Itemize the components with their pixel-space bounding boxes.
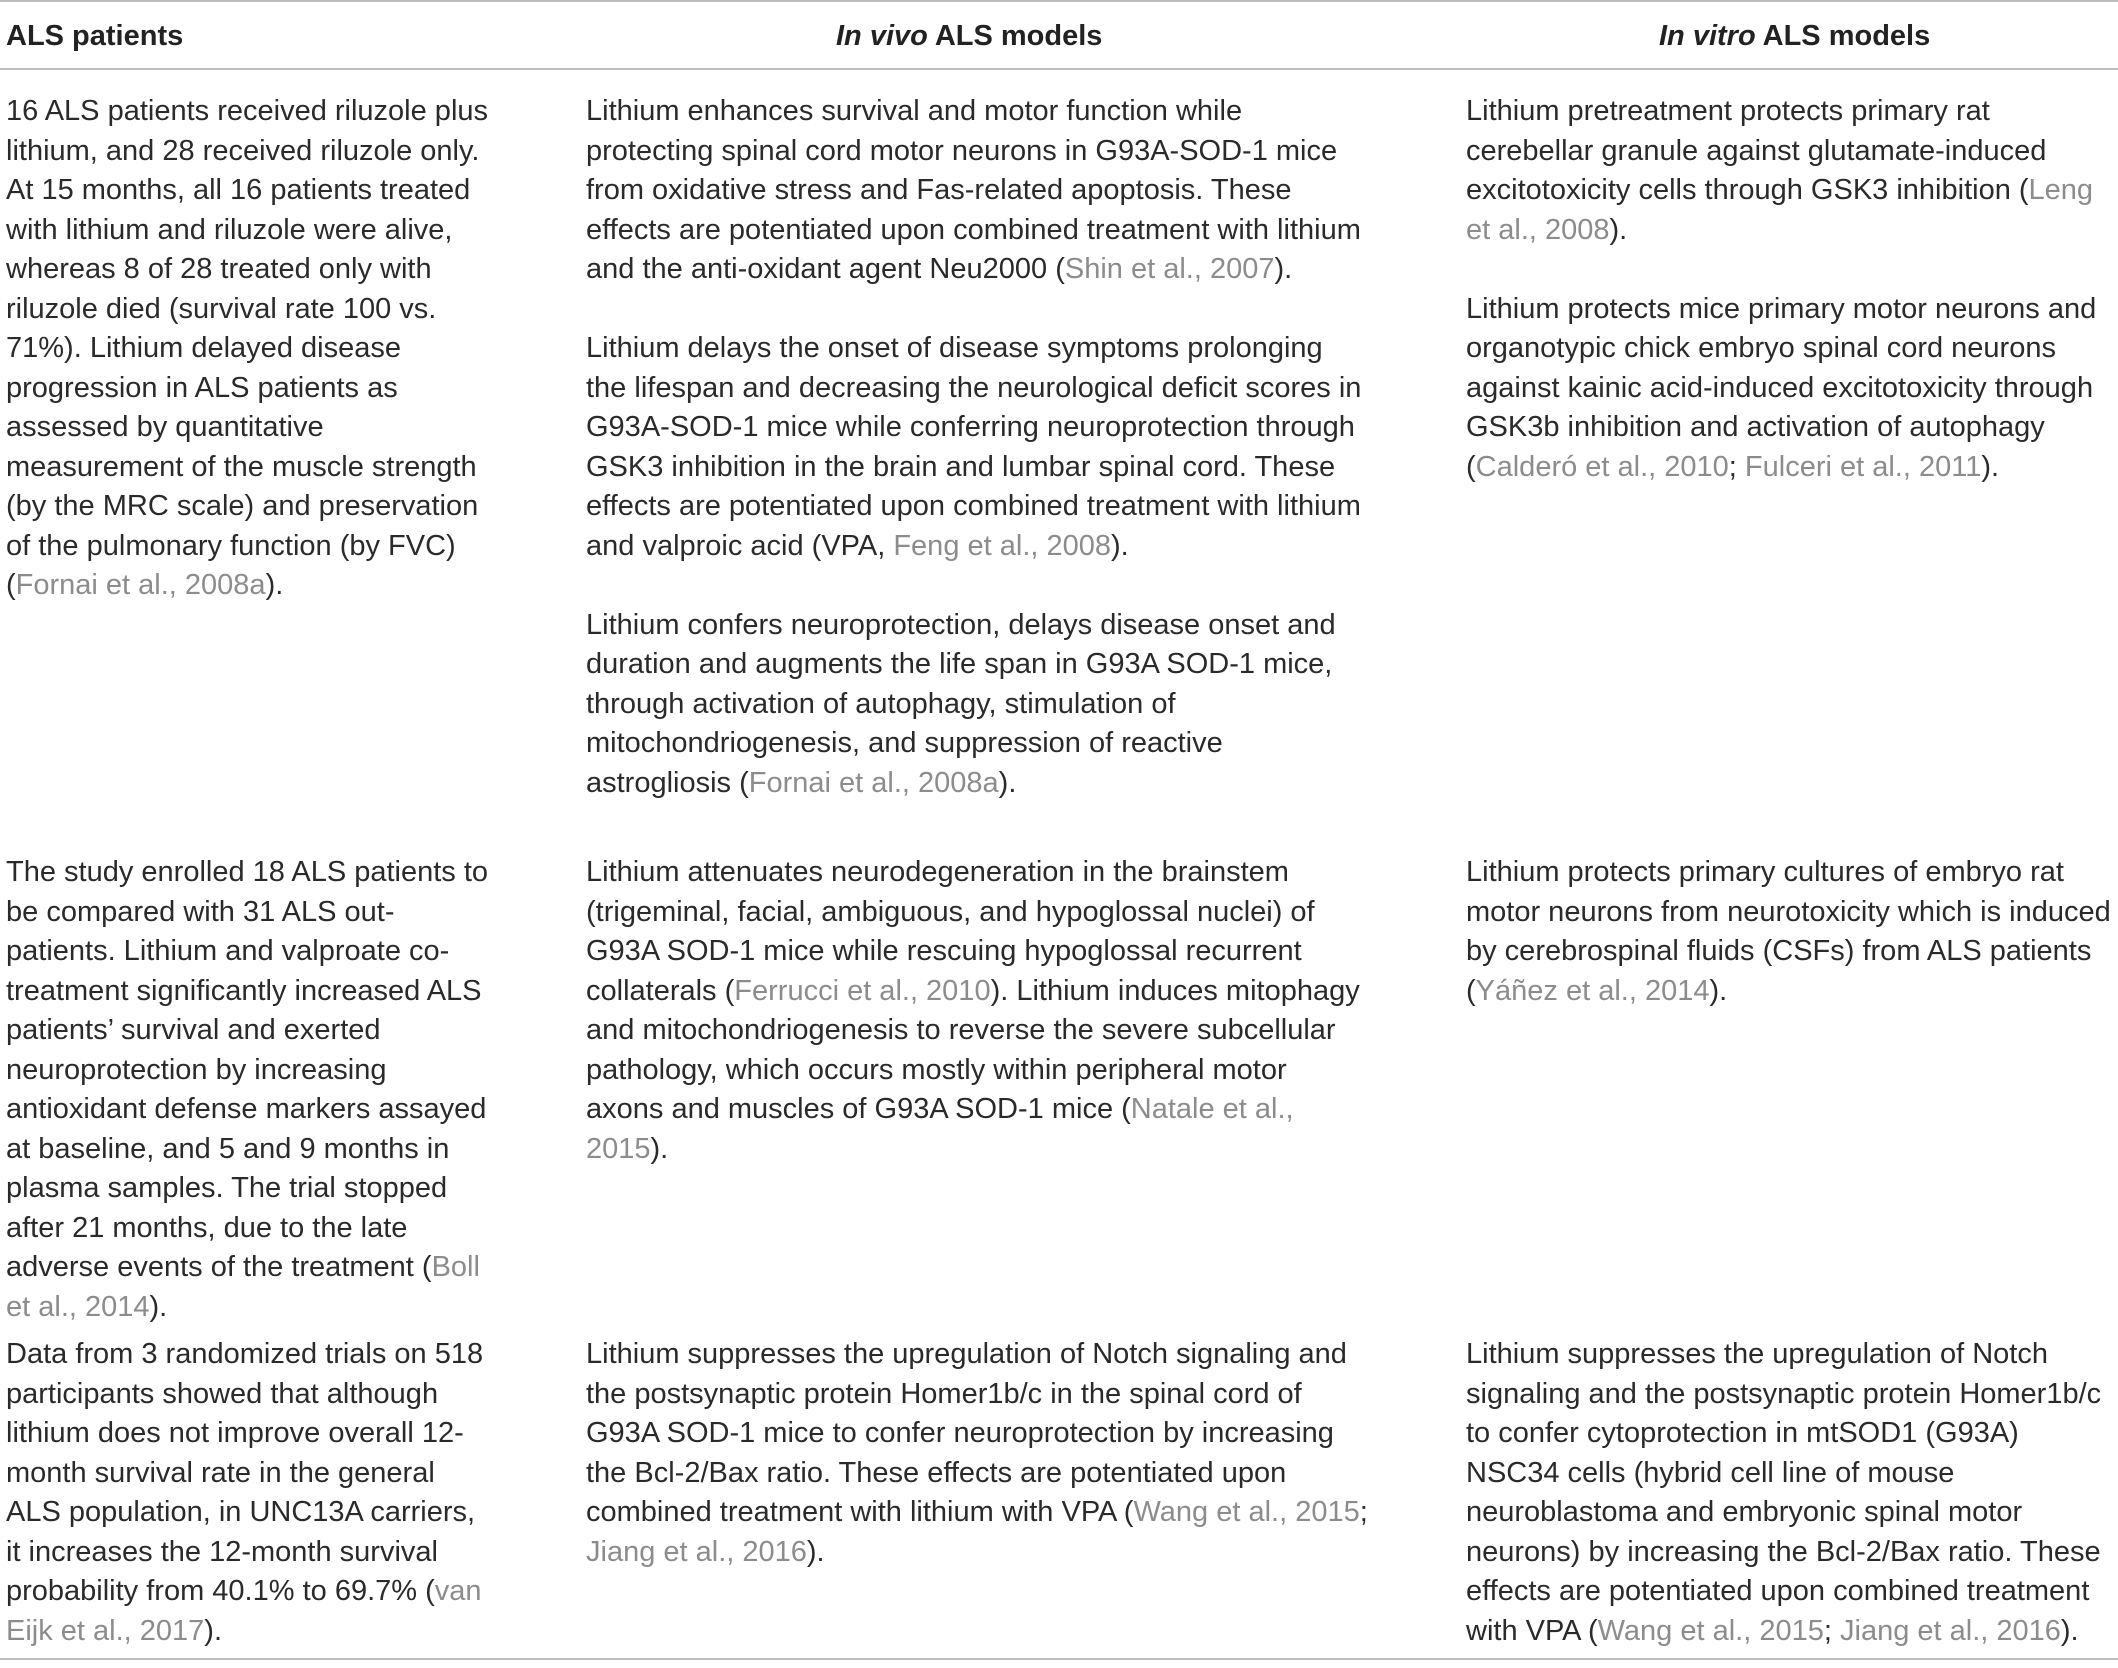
row3-in-vitro-cell	[1466, 1335, 2114, 1651]
paragraph: Lithium suppresses the upregulation of Notch signaling and the postsynaptic protein Homer1b/c to confer cytoprotection in mtSOD1 (G93A) NSC34 cells (hybrid cell line of mouse neuroblastoma and embryonic spinal motor neurons) by increasing the Bcl-2/Bax ratio. These effects are potentiated upon combined treatment with VPA (Wang et al., 2015; Jiang et al., 2016).	[1466, 1338, 2102, 1647]
row1-in-vivo-cell	[586, 92, 1371, 803]
header-col2-rest: ALS models	[927, 20, 1103, 52]
citation-link[interactable]: Wang et al., 2015	[1133, 1496, 1360, 1528]
paragraph: Lithium pretreatment protects primary rat cerebellar granule against glutamate-induced excitotoxicity cells through GSK3 inhibition (Leng et al., 2008).	[1466, 95, 2094, 246]
paragraph: 16 ALS patients received riluzole plus lithium, and 28 received riluzole only. At 15 months, all 16 patients treated with lithium and riluzole were alive, whereas 8 of 28 treated only with riluzole died (survival rate 100 vs. 71%). Lithium delayed disease progression in ALS patients as assessed by quantitative measurement of the muscle strength (by the MRC scale) and preservation of the pulmonary function (by FVC) (Fornai et al., 2008a).	[6, 95, 489, 601]
row2-in-vivo-cell	[586, 853, 1371, 1169]
citation-link[interactable]: Yáñez et al., 2014	[1475, 974, 1710, 1007]
header-in-vivo	[836, 18, 1102, 54]
table-top-rule	[0, 0, 2118, 2]
citation-link[interactable]: Calderó et al., 2010	[1475, 450, 1729, 483]
paragraph: Lithium delays the onset of disease symptoms prolonging the lifespan and decreasing the neurological deficit scores in G93A-SOD-1 mice while conferring neuroprotection through GSK3 inhibition in the brain and lumbar spinal cord. These effects are potentiated upon combined treatment with lithium and valproic acid (VPA, Feng et al., 2008).	[586, 332, 1362, 562]
paragraph: Lithium enhances survival and motor function while protecting spinal cord motor neurons in G93A-SOD-1 mice from oxidative stress and Fas-related apoptosis. These effects are potentiated upon combined treatment with lithium and the anti-oxidant agent Neu2000 (Shin et al., 2007).	[586, 95, 1361, 285]
citation-link[interactable]: Boll et al., 2014	[6, 1251, 480, 1323]
table-header-rule	[0, 68, 2118, 70]
paragraph: Lithium attenuates neurodegeneration in the brainstem (trigeminal, facial, ambiguous, and hypoglossal nuclei) of G93A SOD-1 mice while rescuing hypoglossal recurrent collaterals (Ferrucci et al., 2010). Lithium induces mitophagy and mitochondriogenesis to reverse the severe subcellular pathology, which occurs mostly within peripheral motor axons and muscles of G93A SOD-1 mice (Natale et al., 2015).	[586, 856, 1360, 1165]
citation-link[interactable]: Fornai et al., 2008a	[15, 569, 266, 601]
citation-link[interactable]: Leng et al., 2008	[1466, 174, 2094, 246]
row3-patients-cell	[6, 1335, 496, 1651]
paragraph: Data from 3 randomized trials on 518 participants showed that although lithium does not improve overall 12-month survival rate in the general ALS population, in UNC13A carriers, it increases the 12-month survival probability from 40.1% to 69.7% (van Eijk et al., 2017).	[6, 1338, 484, 1647]
header-col3-italic: In vitro	[1659, 20, 1756, 52]
row2-in-vitro-cell	[1466, 853, 2114, 1011]
citation-link[interactable]: Natale et al., 2015	[586, 1093, 1294, 1165]
row3-in-vivo-cell	[586, 1335, 1371, 1572]
row1-in-vitro-cell	[1466, 92, 2114, 487]
citation-link[interactable]: Jiang et al., 2016	[1840, 1614, 2061, 1647]
citation-link[interactable]: Fornai et al., 2008a	[748, 766, 999, 799]
citation-link[interactable]: Shin et al., 2007	[1064, 253, 1275, 285]
paragraph: Lithium suppresses the upregulation of Notch signaling and the postsynaptic protein Homer1b/c in the spinal cord of G93A SOD-1 mice to confer neuroprotection by increasing the Bcl-2/Bax ratio. These effects are potentiated upon combined treatment with lithium with VPA (Wang et al., 2015; Jiang et al., 2016).	[586, 1338, 1368, 1568]
citation-link[interactable]: Fulceri et al., 2011	[1744, 450, 1982, 483]
citation-link[interactable]: van Eijk et al., 2017	[6, 1575, 482, 1647]
citation-link[interactable]: Feng et al., 2008	[893, 529, 1111, 562]
paragraph: Lithium confers neuroprotection, delays disease onset and duration and augments the life span in G93A SOD-1 mice, through activation of autophagy, stimulation of mitochondriogenesis, and suppression of reactive astrogliosis (Fornai et al., 2008a).	[586, 608, 1336, 799]
header-col1-label: ALS patients	[6, 20, 184, 52]
header-col2-italic: In vivo	[836, 20, 928, 52]
row1-patients-cell	[6, 92, 496, 606]
row2-patients-cell	[6, 853, 496, 1327]
paragraph: Lithium protects mice primary motor neurons and organotypic chick embryo spinal cord neurons against kainic acid-induced excitotoxicity through GSK3b inhibition and activation of autophagy (Calderó et al., 2010; Fulceri et al., 2011).	[1466, 292, 2097, 483]
header-als-patients	[6, 18, 183, 54]
citation-link[interactable]: Jiang et al., 2016	[586, 1535, 807, 1568]
header-col3-rest: ALS models	[1755, 20, 1931, 52]
table-bottom-rule	[0, 1658, 2118, 1660]
paragraph: The study enrolled 18 ALS patients to be compared with 31 ALS out-patients. Lithium and valproate co-treatment significantly increased ALS patients’ survival and exerted neuroprotection by increasing antioxidant defense markers assayed at baseline, and 5 and 9 months in plasma samples. The trial stopped after 21 months, due to the late adverse events of the treatment (Boll et al., 2014).	[6, 856, 489, 1323]
citation-link[interactable]: Ferrucci et al., 2010	[734, 974, 991, 1007]
citation-link[interactable]: Wang et al., 2015	[1597, 1614, 1824, 1647]
header-in-vitro	[1659, 18, 1930, 54]
paragraph: Lithium protects primary cultures of embryo rat motor neurons from neurotoxicity which is induced by cerebrospinal fluids (CSFs) from ALS patients (Yáñez et al., 2014).	[1466, 856, 2111, 1007]
